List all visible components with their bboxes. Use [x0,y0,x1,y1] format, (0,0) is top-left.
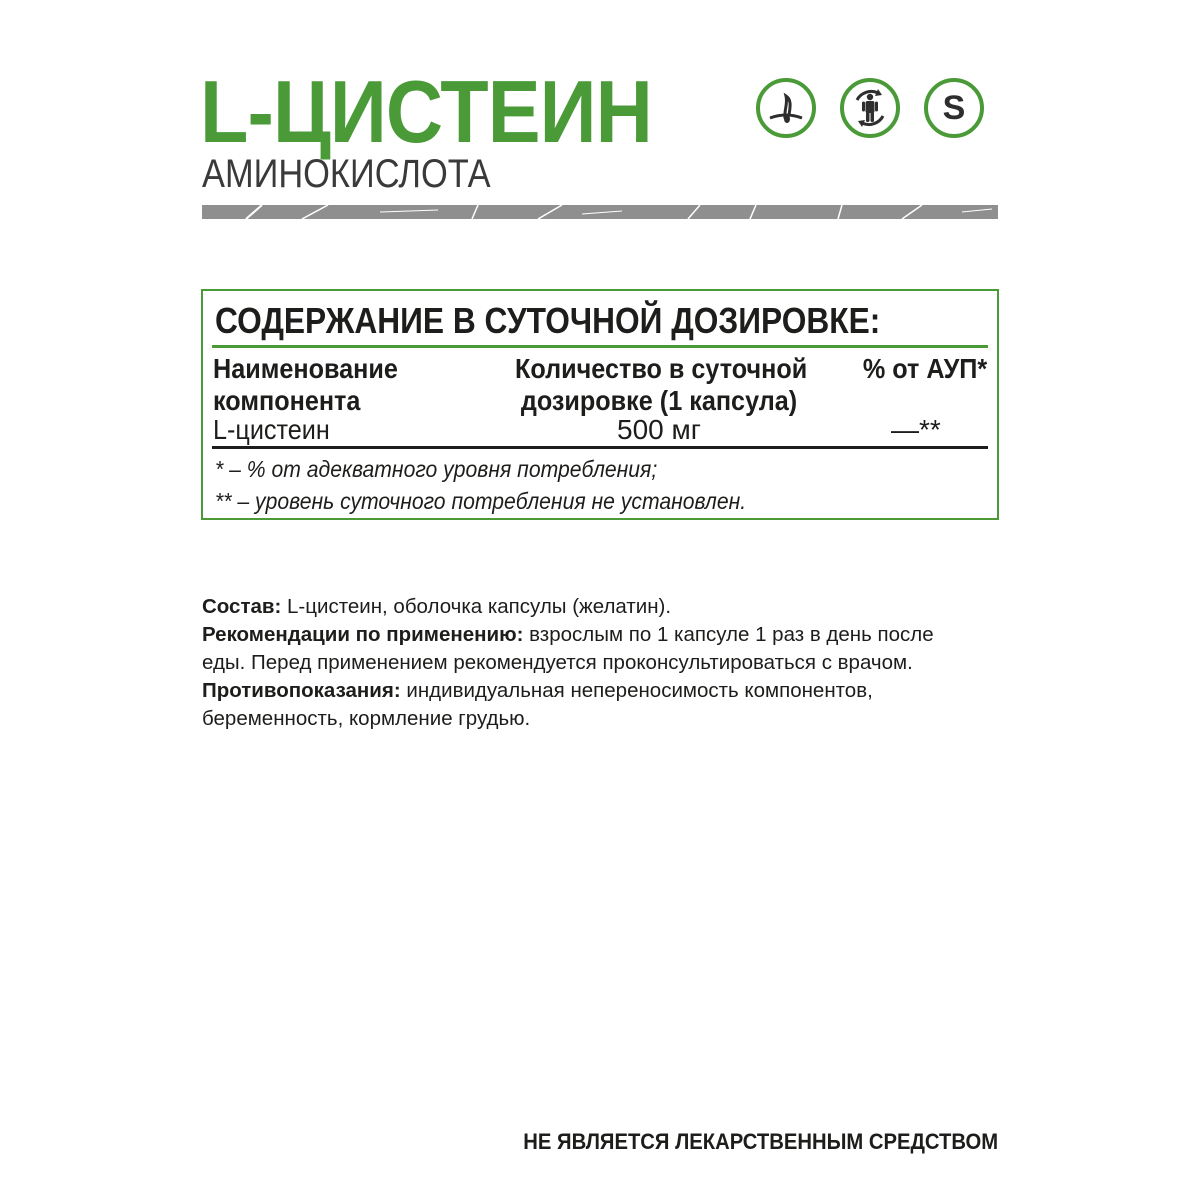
contraindications-label: Противопоказания: [202,679,401,702]
footnote-2: ** – уровень суточного потребления не установлен. [215,488,747,514]
product-title: L-ЦИСТЕИН [200,62,652,161]
daily-dose-table [201,289,999,520]
usage-text: взрослым по 1 капсуле 1 раз в день после еды. Перед применением рекомендуется проконсультироваться с врачом. [202,623,934,674]
hair-follicle-icon [756,78,816,138]
column-header-percent: % от АУП* [862,353,987,384]
composition-text: L-цистеин, оболочка капсулы (желатин). [281,595,672,618]
contraindications-paragraph [202,677,982,733]
body-recycle-icon [840,78,900,138]
table-divider-green [212,345,988,348]
decorative-stripe [202,205,998,219]
benefit-icons [756,78,984,138]
column-header-quantity: Количество в суточной дозировке (1 капсула) [515,353,808,416]
product-subtitle: АМИНОКИСЛОТА [202,152,491,196]
table-cell-quantity: 500 мг [617,414,701,445]
product-info [202,593,982,733]
letter-s-icon [924,78,984,138]
table-divider-black [212,446,988,449]
table-heading: СОДЕРЖАНИЕ В СУТОЧНОЙ ДОЗИРОВКЕ: [215,300,881,341]
composition-paragraph [202,593,982,621]
icon-s-label: S [942,89,966,127]
table-cell-percent: —** [891,414,941,445]
usage-label: Рекомендации по применению: [202,623,524,646]
table-cell-name: L-цистеин [213,414,330,445]
composition-label: Состав: [202,595,282,618]
column-header-name: Наименование компонента [213,353,398,416]
usage-paragraph [202,621,982,677]
footnote-1: * – % от адекватного уровня потребления; [215,456,658,482]
disclaimer: НЕ ЯВЛЯЕТСЯ ЛЕКАРСТВЕННЫМ СРЕДСТВОМ [523,1129,998,1154]
contraindications-text: индивидуальная непереносимость компонентов, беременность, кормление грудью. [202,679,873,730]
